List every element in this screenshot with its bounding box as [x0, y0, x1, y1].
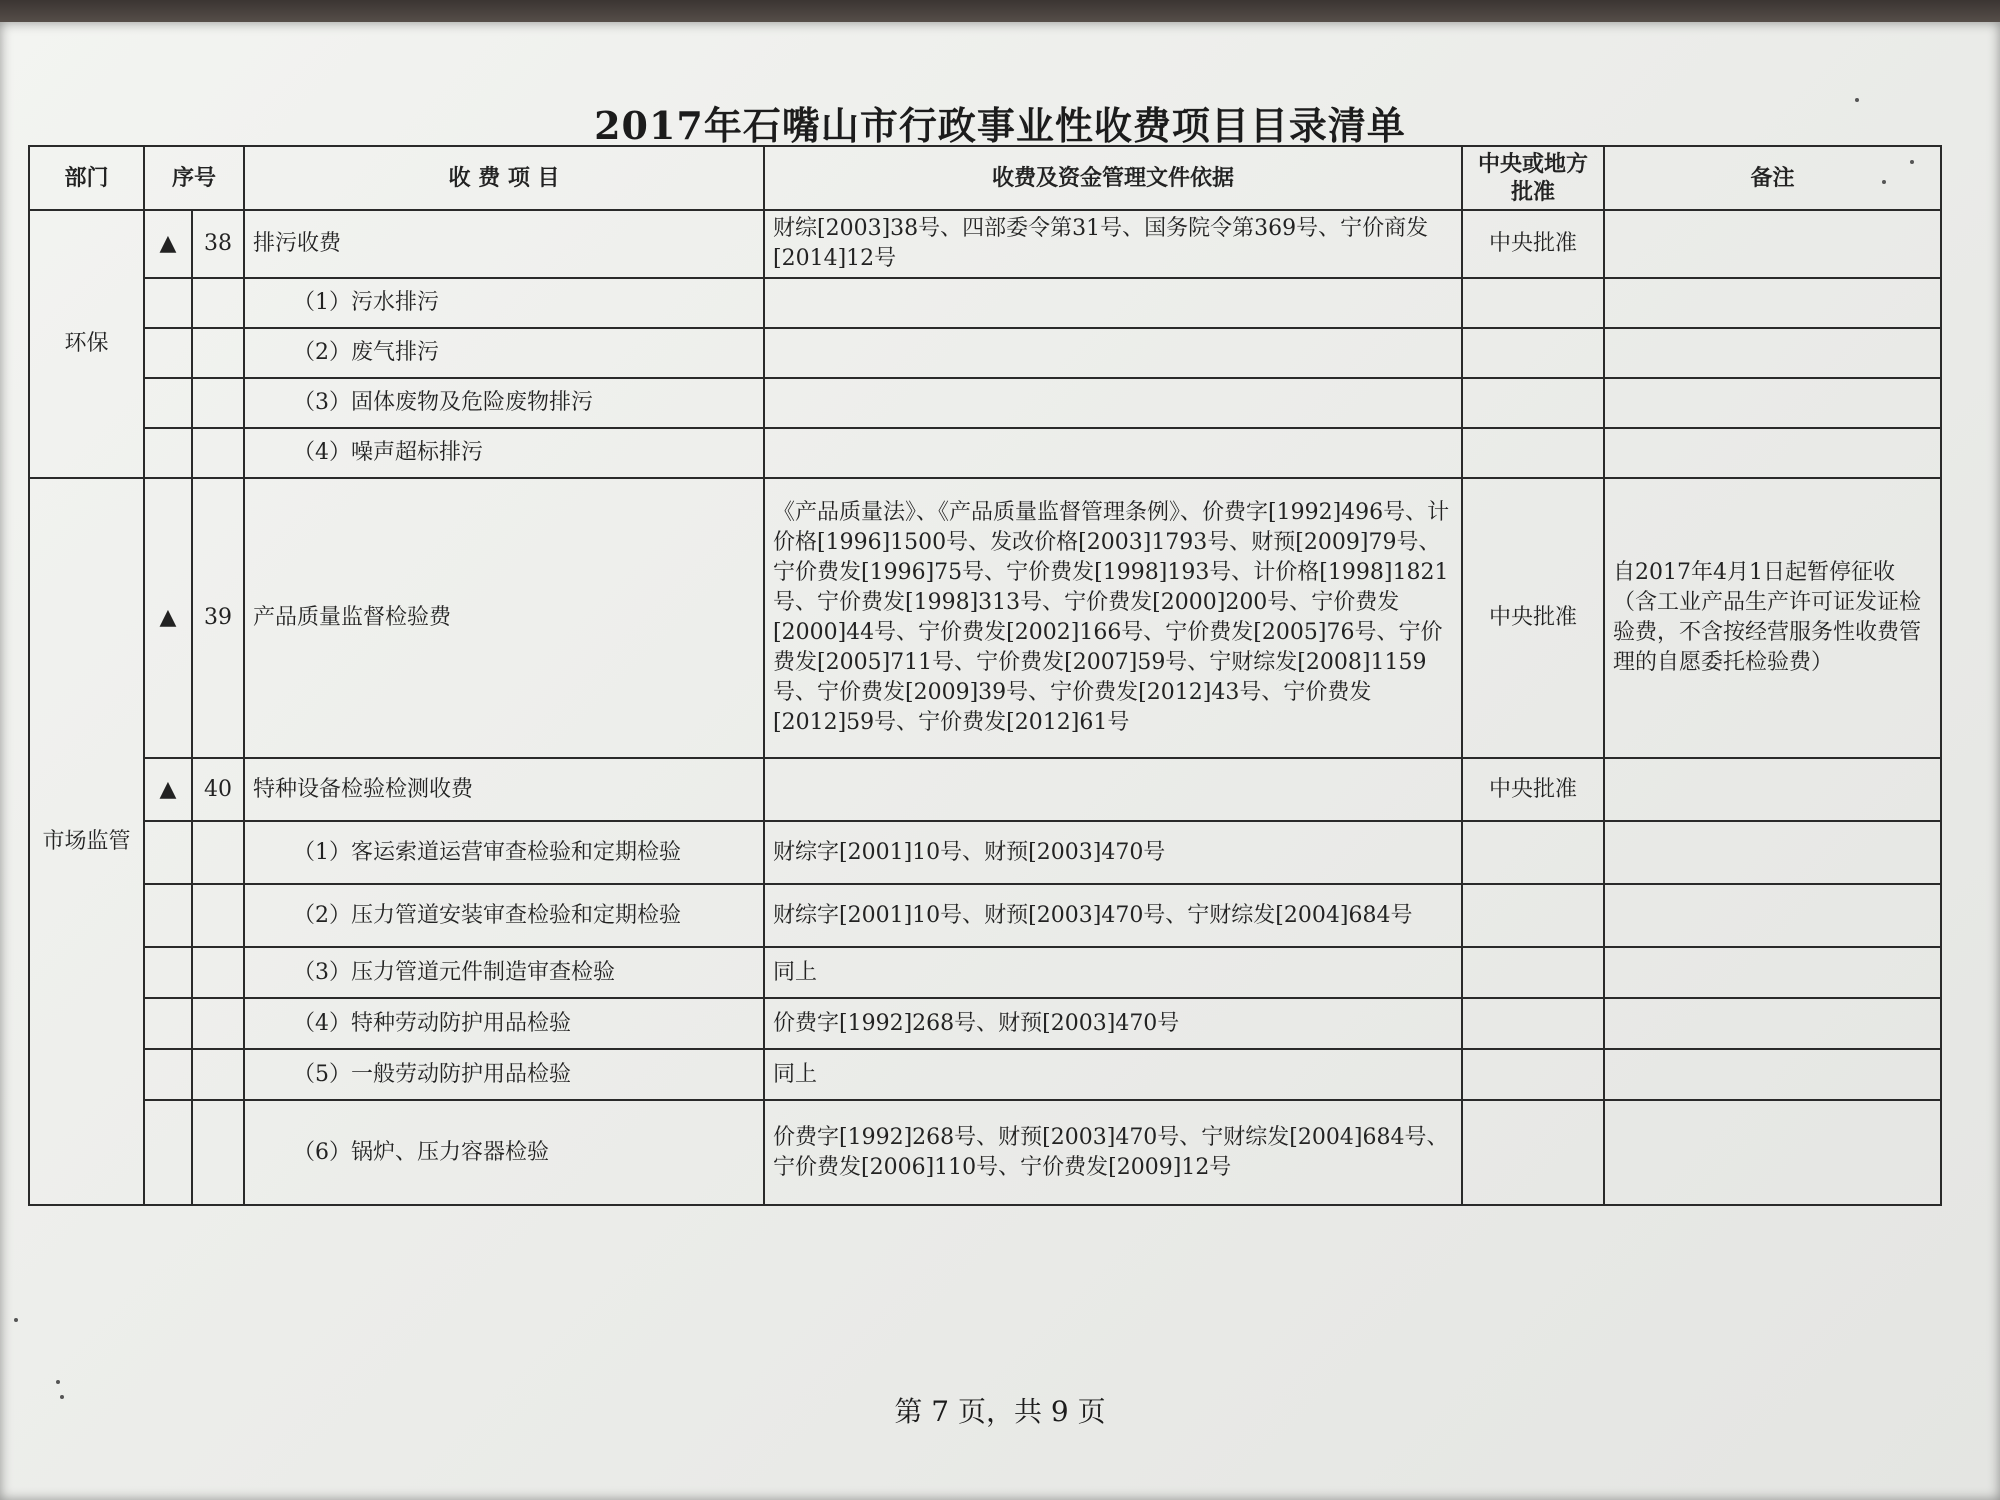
- fee-item: 产品质量监督检验费: [244, 478, 764, 758]
- star-mark: [144, 428, 192, 478]
- fee-item: （4）噪声超标排污: [244, 428, 764, 478]
- fee-approval: [1462, 428, 1604, 478]
- punch-dot: [1855, 98, 1859, 102]
- fee-remark: [1604, 328, 1941, 378]
- document-title: 2017年石嘴山市行政事业性收费项目目录清单: [594, 103, 1406, 148]
- fee-item: 特种设备检验检测收费: [244, 758, 764, 821]
- fee-remark: [1604, 998, 1941, 1049]
- fee-approval: [1462, 947, 1604, 998]
- fee-basis: 财综字[2001]10号、财预[2003]470号、宁财综发[2004]684号: [764, 884, 1462, 947]
- fee-remark: [1604, 378, 1941, 428]
- punch-dot: [60, 1395, 64, 1399]
- fee-approval: [1462, 328, 1604, 378]
- fee-remark: [1604, 884, 1941, 947]
- star-mark: [144, 278, 192, 328]
- fee-approval: [1462, 884, 1604, 947]
- header-row: [29, 146, 1941, 210]
- fee-remark: [1604, 947, 1941, 998]
- table-row: [29, 428, 1941, 478]
- table-row: [29, 278, 1941, 328]
- dept-market: 市场监管: [29, 478, 144, 1205]
- fee-item: （3）固体废物及危险废物排污: [244, 378, 764, 428]
- fee-basis: [764, 378, 1462, 428]
- punch-dot: [1910, 160, 1914, 164]
- fee-approval: 中央批准: [1462, 758, 1604, 821]
- header-item: 收 费 项 目: [244, 146, 764, 210]
- fee-item: （2）废气排污: [244, 328, 764, 378]
- fee-item: （1）污水排污: [244, 278, 764, 328]
- fee-basis: 同上: [764, 947, 1462, 998]
- table-row: [29, 210, 1941, 278]
- table-row: [29, 478, 1941, 758]
- row-number: [192, 328, 244, 378]
- table-row: [29, 328, 1941, 378]
- star-mark: [144, 998, 192, 1049]
- fee-approval: [1462, 1049, 1604, 1100]
- fee-remark: 自2017年4月1日起暂停征收（含工业产品生产许可证发证检验费，不含按经营服务性收费管理的自愿委托检验费）: [1604, 478, 1941, 758]
- fee-remark: [1604, 278, 1941, 328]
- fee-basis: 同上: [764, 1049, 1462, 1100]
- star-mark: [144, 378, 192, 428]
- fee-basis: 财综[2003]38号、四部委令第31号、国务院令第369号、宁价商发[2014]12号: [764, 210, 1462, 278]
- fee-approval: [1462, 278, 1604, 328]
- fee-basis: [764, 428, 1462, 478]
- star-mark: ▲: [144, 478, 192, 758]
- fee-basis: 《产品质量法》、《产品质量监督管理条例》、价费字[1992]496号、计价格[1996]1500号、发改价格[2003]1793号、财预[2009]79号、宁价费发[1996]75号、宁价费发[1998]193号、计价格[1998]1821号、宁价费发[1998]313号、宁价费发[2000]200号、宁价费发[2000]44号、宁价费发[2002]166号、宁价费发[2005]76号、宁价费发[2005]711号、宁价费发[2007]59号、宁财综发[2008]1159号、宁价费发[2009]39号、宁价费发[2012]43号、宁价费发[2012]59号、宁价费发[2012]61号: [764, 478, 1462, 758]
- fee-remark: [1604, 1049, 1941, 1100]
- star-mark: ▲: [144, 210, 192, 278]
- fee-item: （6）锅炉、压力容器检验: [244, 1100, 764, 1205]
- page-number: 第 7 页，共 9 页: [894, 1395, 1106, 1428]
- row-number: [192, 428, 244, 478]
- fee-remark: [1604, 210, 1941, 278]
- row-number: [192, 1100, 244, 1205]
- table-row: [29, 998, 1941, 1049]
- fee-item: （1）客运索道运营审查检验和定期检验: [244, 821, 764, 884]
- star-mark: [144, 884, 192, 947]
- table-row: [29, 378, 1941, 428]
- punch-dot: [14, 1318, 18, 1322]
- punch-dot: [1882, 180, 1886, 184]
- fee-approval: [1462, 998, 1604, 1049]
- fee-item: （4）特种劳动防护用品检验: [244, 998, 764, 1049]
- row-number: [192, 378, 244, 428]
- fee-basis: [764, 328, 1462, 378]
- table-row: [29, 758, 1941, 821]
- fee-remark: [1604, 428, 1941, 478]
- table-row: [29, 884, 1941, 947]
- row-number: [192, 947, 244, 998]
- fee-remark: [1604, 821, 1941, 884]
- row-number: 39: [192, 478, 244, 758]
- row-number: [192, 884, 244, 947]
- header-approval: 中央或地方批准: [1462, 146, 1604, 210]
- star-mark: [144, 947, 192, 998]
- fee-basis: 价费字[1992]268号、财预[2003]470号、宁财综发[2004]684号、宁价费发[2006]110号、宁价费发[2009]12号: [764, 1100, 1462, 1205]
- row-number: [192, 278, 244, 328]
- header-seq: 序号: [144, 146, 244, 210]
- table-row: [29, 1049, 1941, 1100]
- table-row: [29, 947, 1941, 998]
- row-number: [192, 998, 244, 1049]
- row-number: 38: [192, 210, 244, 278]
- star-mark: [144, 1049, 192, 1100]
- fee-item: （3）压力管道元件制造审查检验: [244, 947, 764, 998]
- header-basis: 收费及资金管理文件依据: [764, 146, 1462, 210]
- fee-item: （2）压力管道安装审查检验和定期检验: [244, 884, 764, 947]
- header-remark: 备注: [1604, 146, 1941, 210]
- fee-approval: [1462, 378, 1604, 428]
- table-row: [29, 1100, 1941, 1205]
- fee-approval: 中央批准: [1462, 478, 1604, 758]
- table-row: [29, 821, 1941, 884]
- star-mark: [144, 821, 192, 884]
- star-mark: [144, 1100, 192, 1205]
- punch-dot: [56, 1380, 60, 1384]
- row-number: 40: [192, 758, 244, 821]
- fee-approval: [1462, 1100, 1604, 1205]
- fee-approval: [1462, 821, 1604, 884]
- fee-item: （5）一般劳动防护用品检验: [244, 1049, 764, 1100]
- fee-table: [28, 145, 1942, 1206]
- fee-approval: 中央批准: [1462, 210, 1604, 278]
- star-mark: [144, 328, 192, 378]
- header-dept: 部门: [29, 146, 144, 210]
- fee-basis: [764, 278, 1462, 328]
- fee-basis: [764, 758, 1462, 821]
- fee-remark: [1604, 758, 1941, 821]
- row-number: [192, 821, 244, 884]
- row-number: [192, 1049, 244, 1100]
- fee-remark: [1604, 1100, 1941, 1205]
- dept-env: 环保: [29, 210, 144, 478]
- fee-basis: 财综字[2001]10号、财预[2003]470号: [764, 821, 1462, 884]
- fee-basis: 价费字[1992]268号、财预[2003]470号: [764, 998, 1462, 1049]
- fee-item: 排污收费: [244, 210, 764, 278]
- star-mark: ▲: [144, 758, 192, 821]
